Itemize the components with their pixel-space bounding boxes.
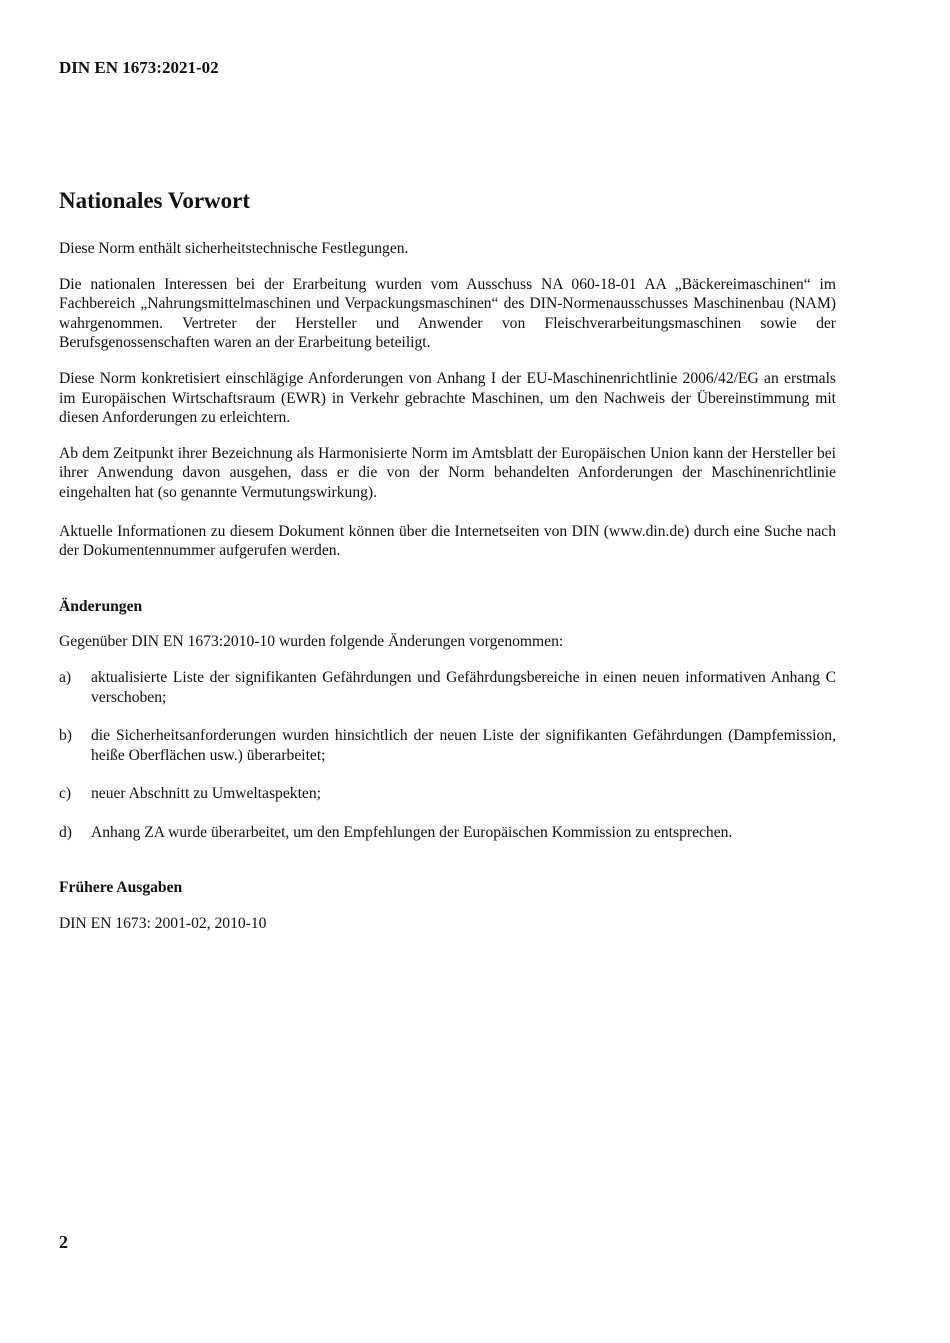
paragraph-safety-note: Diese Norm enthält sicherheitstechnische Festlegungen. (59, 240, 409, 257)
list-item-text: neuer Abschnitt zu Umweltaspekten; (91, 785, 321, 803)
paragraph-machinery-directive: Diese Norm konkretisiert einschlägige Anforderungen von Anhang I der EU-Maschinenrichtlinie 2006/42/EG an erstmals im Europäischen Wirtschaftsraum (EWR) in Verkehr gebrachte Maschinen, um den Nachweis der Übereinstimmung mit diesen Anforderungen zu erleichtern. (59, 369, 836, 427)
list-marker: b) (59, 727, 72, 745)
document-id-header: DIN EN 1673:2021-02 (59, 58, 219, 77)
list-marker: c) (59, 785, 72, 803)
paragraph-committee: Die nationalen Interessen bei der Erarbeitung wurden vom Ausschuss NA 060-18-01 AA „Bäckereimaschinen“ im Fachbereich „Nahrungsmittelmaschinen und Verpackungsmaschinen“ des DIN-Normenausschusses Maschinenbau (NAM) wahrgenommen. Vertreter der Hersteller und Anwender von Fleischverarbeitungsmaschinen sowie der Berufsgenossenschaften waren an der Erarbeitung beteiligt. (59, 275, 836, 352)
list-item-text: aktualisierte Liste der signifikanten Gefährdungen und Gefährdungsbereiche in einen neuen informativen Anhang C verschoben; (91, 668, 836, 706)
page-content (59, 187, 836, 950)
previous-editions-heading: Frühere Ausgaben (59, 879, 183, 897)
list-item (59, 823, 836, 843)
changes-intro: Gegenüber DIN EN 1673:2010-10 wurden folgende Änderungen vorgenommen: (59, 633, 564, 651)
list-item-text: Anhang ZA wurde überarbeitet, um den Empfehlungen der Europäischen Kommission zu entsprechen. (91, 823, 733, 841)
section-title: Nationales Vorwort (59, 188, 251, 213)
page-number: 2 (59, 1232, 68, 1252)
list-marker: d) (59, 823, 72, 841)
list-item (59, 726, 836, 765)
changes-heading: Änderungen (59, 597, 143, 615)
paragraph-harmonised-standard: Ab dem Zeitpunkt ihrer Bezeichnung als Harmonisierte Norm im Amtsblatt der Europäischen Union kann der Hersteller bei ihrer Anwendung davon ausgehen, dass er die von der Norm behandelten Anforderungen der Maschinenrichtlinie eingehalten hat (so genannte Vermutungswirkung). (59, 444, 836, 501)
changes-list (59, 668, 836, 843)
paragraph-current-information: Aktuelle Informationen zu diesem Dokument können über die Internetseiten von DIN (www.din.de) durch eine Suche nach der Dokumentennummer aufgerufen werden. (59, 522, 836, 560)
list-item (59, 784, 836, 804)
list-marker: a) (59, 668, 72, 686)
list-item-text: die Sicherheitsanforderungen wurden hinsichtlich der neuen Liste der signifikanten Gefährdungen (Dampfemission, heiße Oberflächen usw.) überarbeitet; (91, 727, 836, 764)
previous-editions-text: DIN EN 1673: 2001-02, 2010-10 (59, 915, 267, 933)
list-item (59, 668, 836, 707)
